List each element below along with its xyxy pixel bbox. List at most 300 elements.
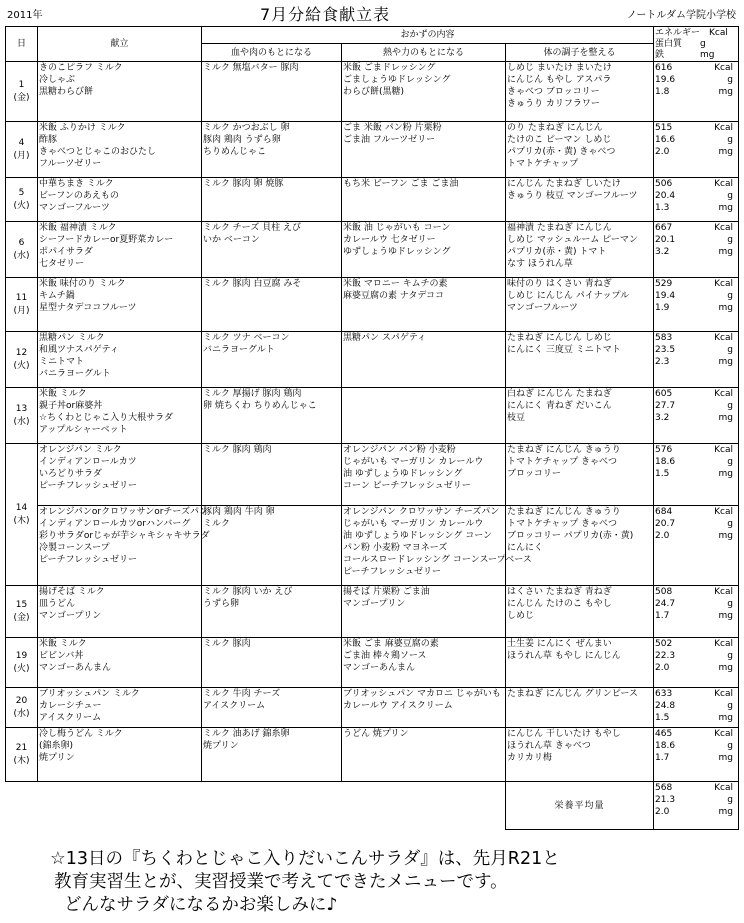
condition-cell-line: たまねぎ にんじん グリンピース	[507, 689, 638, 699]
energy-cell	[342, 638, 506, 688]
col-header-menu: 献立	[38, 27, 202, 62]
nutrition-line	[655, 650, 737, 662]
footnote	[50, 848, 740, 917]
table-row	[6, 586, 739, 638]
condition-cell-line: トマトケチャップ	[507, 159, 579, 169]
nutrition-line	[655, 202, 737, 214]
nutrition-cell	[654, 506, 739, 586]
col-header-blood: 血や肉のもとになる	[202, 44, 342, 62]
day-cell	[6, 122, 38, 178]
nutrition-line	[655, 222, 737, 234]
nutrition-line	[655, 134, 737, 146]
nutrition-line	[655, 246, 737, 258]
nutrition-unit: Kcal	[714, 783, 734, 793]
nutrition-unit: mg	[718, 357, 734, 367]
nutrition-cell	[654, 688, 739, 728]
condition-cell-line: にんにく	[507, 543, 544, 553]
condition-cell-line: 福神漬 たまねぎ にんじん	[507, 223, 612, 233]
nutrition-cell	[654, 728, 739, 782]
nutrition-line	[655, 806, 737, 818]
table-row	[6, 638, 739, 688]
col-header-ingredients: おかずの内容	[202, 27, 654, 44]
nutrition-unit: g	[727, 599, 734, 609]
nutrition-unit: Kcal	[714, 689, 734, 699]
menu-cell-line: 黒糖わらび餅	[39, 87, 94, 97]
table-row	[6, 278, 739, 332]
energy-cell-line: パン粉 小麦粉 マヨネーズ	[343, 543, 448, 553]
col-header-condition: 体の調子を整える	[506, 44, 654, 62]
nutrition-value: 2.0	[655, 663, 670, 673]
condition-cell-line: しめじ にんじん パイナップル	[507, 291, 630, 301]
menu-cell-line: 彩りサラダorじゃが芋シャキシャキサラダ	[39, 531, 210, 541]
day-cell	[6, 62, 38, 122]
nutrition-unit: g	[727, 75, 734, 85]
nutrition-unit: Kcal	[714, 639, 734, 649]
day-cell	[6, 388, 38, 444]
nutrition-value: 2.0	[655, 531, 670, 541]
blood-cell	[202, 638, 342, 688]
menu-cell-line: 冷し梅うどん ミルク	[39, 729, 123, 739]
condition-cell	[506, 728, 654, 782]
nutrition-unit: g	[727, 135, 734, 145]
nutrition-unit: g	[727, 457, 734, 467]
year-label: 2011年	[7, 10, 43, 21]
menu-cell	[38, 506, 210, 586]
nutrition-cell	[654, 62, 739, 122]
nutrition-header-energy: エネルギー Kcal	[655, 27, 728, 38]
nutrition-line	[655, 794, 737, 806]
nutrition-value: 583	[655, 333, 673, 343]
condition-cell	[506, 388, 654, 444]
condition-cell-line: たまねぎ にんじん きゅうり	[507, 445, 621, 455]
nutrition-value: 1.5	[655, 713, 670, 723]
blood-cell	[202, 122, 342, 178]
menu-table	[5, 26, 739, 830]
nutrition-line	[655, 444, 737, 456]
nutrition-value: 502	[655, 639, 673, 649]
nutrition-unit: Kcal	[714, 223, 734, 233]
nutrition-value: 2.3	[655, 357, 670, 367]
nutrition-unit: g	[727, 401, 734, 411]
day-number: 14	[15, 502, 28, 513]
nutrition-value: 20.1	[655, 235, 676, 245]
menu-cell-line: ビビンバ丼	[39, 651, 84, 661]
menu-cell-line: オレンジパンorクロワッサンorチーズパン	[39, 507, 208, 517]
nutrition-unit: g	[727, 701, 734, 711]
nutrition-unit: Kcal	[714, 123, 734, 133]
energy-cell-line: 米飯 ごま 麻婆豆腐の素	[343, 639, 439, 649]
nutrition-value: 24.8	[655, 701, 676, 711]
nutrition-header-protein: 蛋白質 g	[655, 38, 706, 49]
menu-cell-line: 酢豚	[39, 135, 58, 145]
nutrition-unit: g	[727, 795, 734, 805]
energy-cell-line: 麻婆豆腐の素 ナタデココ	[343, 291, 445, 301]
menu-cell-line: ビーフンのあえもの	[39, 191, 119, 201]
nutrition-unit: mg	[718, 413, 734, 423]
nutrition-line	[655, 62, 737, 74]
energy-cell	[342, 444, 506, 506]
energy-cell-line: 油 ゆずしょうゆドレッシング コーン	[343, 531, 493, 541]
condition-cell-line: にんにく 三度豆 ミニトマト	[507, 345, 621, 355]
nutrition-header-iron: 鉄 mg	[655, 49, 715, 60]
menu-cell-line: 米飯 味付のり ミルク	[39, 279, 126, 289]
nutrition-unit: Kcal	[714, 507, 734, 517]
energy-cell-line: ごま油 フルーツゼリー	[343, 135, 436, 145]
condition-cell-line: にんじん 干しいたけ もやし	[507, 729, 621, 739]
blood-cell-line: ミルク 厚揚げ 豚肉 鶏肉	[203, 389, 302, 399]
table-row	[6, 688, 739, 728]
nutrition-value: 616	[655, 63, 673, 73]
blood-cell-line: 豚肉 鶏肉 牛肉 卵	[203, 507, 275, 517]
condition-cell-line: しめじ まいたけ まいたけ	[507, 63, 612, 73]
menu-cell	[38, 688, 202, 728]
nutrition-value: 2.0	[655, 807, 670, 817]
nutrition-value: 16.6	[655, 135, 676, 145]
blood-cell-line: アイスクリーム	[203, 701, 266, 711]
condition-cell-line: ブロッコリー パプリカ(赤・黄)	[507, 531, 634, 541]
blood-cell-line: バニラヨーグルト	[203, 345, 275, 355]
day-of-week: (火)	[13, 360, 30, 371]
nutrition-unit: mg	[718, 469, 734, 479]
col-header-day: 日	[6, 27, 38, 62]
condition-cell-line: パプリカ(赤・黄) きゃべつ	[507, 147, 616, 157]
day-number: 20	[15, 695, 28, 706]
blood-cell-line: ミルク 豚肉	[203, 639, 251, 649]
nutrition-value: 1.5	[655, 469, 670, 479]
nutrition-cell	[654, 332, 739, 388]
energy-cell-line: オレンジパン クロワッサン チーズパン	[343, 507, 500, 517]
condition-cell-line: 味付のり はくさい 青ねぎ	[507, 279, 612, 289]
menu-cell	[38, 586, 202, 638]
nutrition-unit: Kcal	[714, 587, 734, 597]
average-label: 栄養平均量	[506, 782, 654, 830]
nutrition-line	[655, 728, 737, 740]
menu-cell-line: オレンジパン ミルク	[39, 445, 122, 455]
blood-cell-line: ミルク 豚肉 卵 焼豚	[203, 179, 284, 189]
nutrition-value: 633	[655, 689, 673, 699]
nutrition-value: 21.3	[655, 795, 676, 805]
menu-cell-line: フルーツゼリー	[39, 159, 102, 169]
energy-cell-line: ごましょうゆドレッシング	[343, 75, 451, 85]
blood-cell-line: ちりめんじゃこ	[203, 147, 267, 157]
nutrition-cell	[654, 388, 739, 444]
blood-cell-line: うずら卵	[203, 599, 240, 609]
menu-cell-line: 米飯 福神漬 ミルク	[39, 223, 117, 233]
energy-cell-line: じゃがいも マーガリン カレールウ	[343, 519, 484, 529]
day-number: 5	[18, 187, 25, 198]
day-of-week: (木)	[13, 755, 30, 766]
nutrition-unit: g	[727, 519, 734, 529]
day-of-week: (金)	[13, 612, 30, 623]
nutrition-value: 1.8	[655, 87, 670, 97]
condition-cell-line: はくさい たまねぎ 青ねぎ	[507, 587, 612, 597]
energy-cell-line: ブリオッシュパン マカロニ じゃがいも	[343, 689, 501, 699]
nutrition-line	[655, 356, 737, 368]
menu-cell	[38, 222, 202, 278]
menu-cell-line: ブリオッシュパン ミルク	[39, 689, 140, 699]
day-of-week: (月)	[13, 305, 30, 316]
menu-cell-line: (錦糸卵)	[39, 741, 74, 751]
nutrition-value: 3.2	[655, 247, 670, 257]
blood-cell-line: ミルク かつおぶし 卵	[203, 123, 290, 133]
menu-cell-line: インディアンロールカツ	[39, 457, 137, 467]
nutrition-unit: mg	[718, 713, 734, 723]
energy-cell-line: マンゴーあんまん	[343, 663, 416, 673]
condition-cell-line: にんじん もやし アスパラ	[507, 75, 612, 85]
footnote-line-1: ☆13日の『ちくわとじゃこ入りだいこんサラダ』は、先月R21と	[50, 849, 560, 869]
blood-cell	[202, 728, 342, 782]
condition-cell-line: きゅうり カリフラワー	[507, 99, 600, 109]
menu-cell	[38, 278, 202, 332]
day-of-week: (水)	[13, 250, 30, 261]
nutrition-line	[655, 662, 737, 674]
menu-cell-line: ピーチフレッシュゼリー	[39, 555, 138, 565]
nutrition-line	[655, 190, 737, 202]
day-number: 6	[18, 237, 25, 248]
energy-cell	[342, 388, 506, 444]
day-cell	[6, 178, 38, 222]
nutrition-unit: mg	[718, 611, 734, 621]
blood-cell-line: ミルク 豚肉 白豆腐 みそ	[203, 279, 302, 289]
menu-cell-line: 中華ちまき ミルク	[39, 179, 114, 189]
nutrition-value: 3.2	[655, 413, 670, 423]
nutrition-value: 2.0	[655, 147, 670, 157]
day-number: 19	[15, 650, 28, 661]
day-of-week: (金)	[13, 92, 30, 103]
nutrition-unit: Kcal	[714, 729, 734, 739]
menu-cell-line: シーフードカレーor夏野菜カレー	[39, 235, 174, 245]
blood-cell	[202, 388, 342, 444]
nutrition-line	[655, 278, 737, 290]
menu-cell-line: きのこピラフ ミルク	[39, 63, 123, 73]
energy-cell-line: わらび餅(黒糖)	[343, 87, 405, 97]
page-title: 7月分給食献立表	[260, 5, 391, 24]
day-cell	[6, 332, 38, 388]
nutrition-unit: g	[727, 235, 734, 245]
blood-cell-line: ミルク 豚肉 いか えび	[203, 587, 293, 597]
nutrition-value: 508	[655, 587, 673, 597]
blood-cell-line: ミルク	[203, 519, 230, 529]
condition-cell-line: カリカリ梅	[507, 753, 552, 763]
menu-cell	[38, 62, 202, 122]
condition-cell-line: きゅうり 枝豆 マンゴーフルーツ	[507, 191, 638, 201]
energy-cell-line: オレンジパン パン粉 小麦粉	[343, 445, 456, 455]
nutrition-unit: g	[727, 291, 734, 301]
blood-cell	[202, 506, 342, 586]
nutrition-unit: g	[727, 345, 734, 355]
nutrition-value: 529	[655, 279, 673, 289]
day-number: 1	[18, 79, 25, 90]
condition-cell	[506, 586, 654, 638]
nutrition-value: 1.3	[655, 203, 670, 213]
energy-cell-line: ピーチフレッシュゼリー	[343, 567, 442, 577]
energy-cell	[342, 222, 506, 278]
blood-cell-line: 豚肉 鶏肉 うずら卵	[203, 135, 281, 145]
condition-cell-line: にんじん たまねぎ しいたけ	[507, 179, 621, 189]
table-row	[6, 62, 739, 122]
condition-cell	[506, 278, 654, 332]
menu-cell-line: 皿うどん	[39, 599, 76, 609]
condition-cell	[506, 688, 654, 728]
menu-cell-line: キムチ鍋	[39, 291, 75, 301]
condition-cell-line: きゃべつ ブロッコリー	[507, 87, 600, 97]
nutrition-cell	[654, 178, 739, 222]
nutrition-line	[655, 290, 737, 302]
nutrition-value: 1.7	[655, 611, 670, 621]
energy-cell-line: 米飯 ごまドレッシング	[343, 63, 436, 73]
nutrition-cell	[654, 278, 739, 332]
day-number: 21	[15, 742, 28, 753]
day-cell	[6, 586, 38, 638]
day-number: 15	[15, 599, 28, 610]
menu-cell	[38, 122, 202, 178]
average-nutrition	[654, 782, 739, 830]
energy-cell-line: コーン ピーチフレッシュゼリー	[343, 481, 471, 491]
nutrition-value: 20.4	[655, 191, 676, 201]
nutrition-line	[655, 344, 737, 356]
condition-cell-line: たけのこ ピーマン しめじ	[507, 135, 612, 145]
nutrition-unit: mg	[718, 807, 734, 817]
condition-cell-line: たまねぎ にんじん しめじ	[507, 333, 612, 343]
col-header-nutrition	[654, 27, 739, 62]
condition-cell-line: のり たまねぎ にんじん	[507, 123, 603, 133]
energy-cell-line: 黒糖パン スパゲティ	[343, 333, 427, 343]
energy-cell-line: ごま油 棒々鶏ソース	[343, 651, 427, 661]
menu-cell-line: インディアンロールカツorハンバーグ	[39, 519, 191, 529]
nutrition-cell	[654, 444, 739, 506]
energy-cell-line: コールスロードレッシング コーンスープベース	[343, 555, 532, 565]
day-of-week: (木)	[13, 515, 30, 526]
nutrition-line	[655, 712, 737, 724]
blood-cell-line: いか ベーコン	[203, 235, 260, 245]
condition-cell-line: しめじ マッシュルーム ピーマン	[507, 235, 638, 245]
nutrition-line	[655, 122, 737, 134]
day-cell	[6, 728, 38, 782]
energy-cell-line: 油 ゆずしょうゆドレッシング	[343, 469, 463, 479]
blood-cell-line: 焼プリン	[203, 741, 239, 751]
nutrition-cell	[654, 122, 739, 178]
day-of-week: (水)	[13, 416, 30, 427]
table-row	[6, 332, 739, 388]
energy-cell-line: うどん 焼プリン	[343, 729, 409, 739]
table-row	[6, 122, 739, 178]
energy-cell-line: カレールウ 七タゼリー	[343, 235, 436, 245]
condition-cell-line: なす ほうれん草	[507, 259, 573, 269]
menu-cell-line: 黒糖パン ミルク	[39, 333, 105, 343]
nutrition-value: 22.3	[655, 651, 676, 661]
nutrition-value: 19.4	[655, 291, 676, 301]
table-row	[6, 506, 739, 586]
nutrition-line	[655, 700, 737, 712]
nutrition-line	[655, 178, 737, 190]
nutrition-value: 667	[655, 223, 673, 233]
menu-cell	[38, 444, 202, 506]
nutrition-line	[655, 518, 737, 530]
condition-cell-line: マンゴーフルーツ	[507, 303, 578, 313]
nutrition-value: 465	[655, 729, 673, 739]
nutrition-unit: mg	[718, 753, 734, 763]
energy-cell	[342, 688, 506, 728]
blood-cell	[202, 586, 342, 638]
blood-cell	[202, 278, 342, 332]
blood-cell-line: ミルク チーズ 貝柱 えび	[203, 223, 301, 233]
day-number: 12	[15, 347, 28, 358]
menu-cell-line: 米飯 ミルク	[39, 639, 87, 649]
nutrition-unit: g	[727, 191, 734, 201]
day-cell	[6, 444, 38, 586]
energy-cell-line: マンゴープリン	[343, 599, 406, 609]
day-cell	[6, 688, 38, 728]
nutrition-unit: Kcal	[714, 63, 734, 73]
nutrition-unit: Kcal	[714, 333, 734, 343]
nutrition-line	[655, 468, 737, 480]
nutrition-line	[655, 638, 737, 650]
condition-cell	[506, 332, 654, 388]
condition-cell	[506, 638, 654, 688]
day-cell	[6, 222, 38, 278]
condition-cell	[506, 506, 654, 586]
energy-cell	[342, 332, 506, 388]
nutrition-line	[655, 782, 737, 794]
blood-cell	[202, 332, 342, 388]
day-cell	[6, 638, 38, 688]
menu-cell-line: カレーシチュー	[39, 701, 102, 711]
day-of-week: (火)	[13, 200, 30, 211]
menu-cell	[38, 178, 202, 222]
blood-cell-line: 卵 焼ちくわ ちりめんじゃこ	[203, 401, 317, 411]
menu-cell-line: 揚げそば ミルク	[39, 587, 105, 597]
condition-cell	[506, 178, 654, 222]
nutrition-value: 18.6	[655, 741, 676, 751]
blood-cell	[202, 688, 342, 728]
page-header	[0, 0, 744, 26]
nutrition-value: 24.7	[655, 599, 676, 609]
nutrition-line	[655, 86, 737, 98]
nutrition-unit: Kcal	[714, 279, 734, 289]
nutrition-line	[655, 610, 737, 622]
day-of-week: (火)	[13, 663, 30, 674]
menu-cell-line: きゃべつとじゃこのおひたし	[39, 147, 157, 157]
menu-cell-line: 親子丼or麻婆丼	[39, 401, 103, 411]
menu-cell	[38, 388, 202, 444]
day-of-week: (水)	[13, 708, 30, 719]
menu-cell-line: ☆ちくわとじゃこ入り大根サラダ	[39, 413, 173, 423]
energy-cell	[342, 122, 506, 178]
menu-cell	[38, 728, 202, 782]
nutrition-line	[655, 234, 737, 246]
nutrition-line	[655, 388, 737, 400]
nutrition-value: 684	[655, 507, 673, 517]
menu-cell-line: ミニトマト	[39, 357, 85, 367]
col-header-energy: 熱や力のもとになる	[342, 44, 506, 62]
nutrition-line	[655, 400, 737, 412]
condition-cell-line: 土生姜 にんにく ぜんまい	[507, 639, 612, 649]
menu-cell-line: 米飯 ふりかけ ミルク	[39, 123, 126, 133]
condition-cell	[506, 222, 654, 278]
nutrition-value: 23.5	[655, 345, 676, 355]
nutrition-line	[655, 752, 737, 764]
menu-cell	[38, 638, 202, 688]
condition-cell	[506, 444, 654, 506]
condition-cell-line: しめじ	[507, 611, 535, 621]
nutrition-cell	[654, 586, 739, 638]
day-cell	[6, 278, 38, 332]
blood-cell	[202, 62, 342, 122]
nutrition-line	[655, 412, 737, 424]
nutrition-cell	[654, 638, 739, 688]
menu-cell-line: 冷製コーンスープ	[39, 543, 110, 553]
nutrition-unit: mg	[718, 303, 734, 313]
